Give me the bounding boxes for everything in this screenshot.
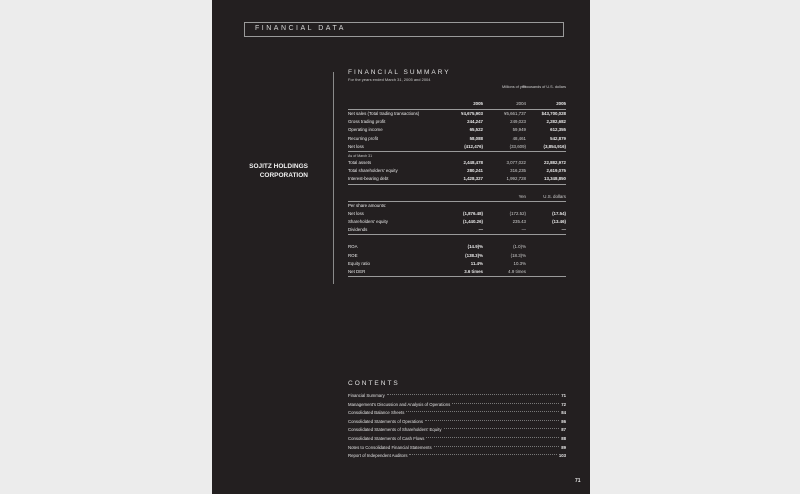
value-2004: 1,992,728 [506, 176, 526, 182]
financial-summary-title: FINANCIAL SUMMARY [348, 69, 451, 76]
value-2004: (172.52) [509, 210, 526, 216]
year-header-row [348, 100, 566, 110]
toc-item-title: Consolidated Balance Sheets [348, 410, 405, 416]
value-2005: ¥4,675,903 [461, 111, 483, 116]
row-label: Interest-bearing debt [348, 176, 389, 182]
toc-item-page: 89 [561, 444, 566, 450]
value-2005: 1,428,327 [463, 176, 483, 182]
value-2005: (14.9)% [467, 244, 483, 250]
toc-item[interactable] [348, 418, 566, 427]
value-usd: 13,348,850 [544, 176, 566, 182]
year-2004: 2004 [516, 101, 526, 106]
company-name: SOJITZ HOLDINGS CORPORATION [249, 163, 308, 179]
ratio-rows [348, 243, 566, 277]
toc-dot-leader [387, 394, 559, 395]
toc-dot-leader [425, 420, 559, 421]
row-label: Net sales (Total trading transactions) [348, 111, 420, 116]
value-usd: 22,882,972 [544, 159, 566, 165]
value-2004: 59,949 [512, 127, 526, 133]
toc-item-page: 88 [561, 435, 566, 441]
toc-dot-leader [426, 437, 559, 438]
toc-item-title: Consolidated Statements of Shareholders' Equity [348, 427, 442, 433]
table-of-contents [348, 392, 566, 461]
value-2004: — [521, 227, 526, 233]
value-usd: 2,619,075 [546, 168, 566, 174]
value-usd: $43,700,028 [541, 111, 566, 116]
value-usd: 2,282,682 [546, 119, 566, 125]
row-label: Operating income [348, 127, 383, 133]
toc-item-title: Report of Independent Auditors [348, 453, 408, 459]
value-2005: 11.4% [470, 260, 483, 266]
value-2005: 2,448,478 [463, 159, 483, 165]
table-row [348, 268, 566, 277]
unit-yen: Yen [518, 193, 526, 199]
table-row [348, 226, 566, 235]
toc-item[interactable] [348, 452, 566, 461]
toc-item-page: 71 [561, 393, 566, 398]
value-2004: 316,235 [510, 168, 526, 174]
table-row [348, 118, 566, 126]
row-label: Dividends [348, 227, 368, 233]
value-2004: 235.43 [512, 219, 526, 225]
table-row [348, 135, 566, 143]
table-row [348, 243, 566, 251]
toc-dot-leader [444, 428, 560, 429]
table-row [348, 167, 566, 175]
value-2005: (138.3)% [465, 252, 483, 258]
toc-item-page: 86 [561, 418, 566, 424]
table-row [348, 110, 566, 118]
row-label: Total shareholders' equity [348, 168, 398, 174]
per-share-unit-row [348, 193, 566, 202]
toc-item-title: Management's Discussion and Analysis of Operations [348, 401, 451, 407]
row-label: ROE [348, 252, 358, 258]
unit-header-row [348, 84, 566, 100]
value-2004: (18.3)% [510, 252, 526, 258]
table-row [348, 143, 566, 152]
unit-usd-2: U.S. dollars [543, 193, 566, 199]
value-2005: 3.6 times [464, 269, 483, 274]
unit-jpy: Millions of yen [501, 85, 526, 89]
toc-item-page: 87 [561, 427, 566, 433]
table-row [348, 126, 566, 134]
row-label: Net DER [348, 269, 366, 274]
financial-summary-subtitle: For the years ended March 31, 2005 and 2004 [348, 77, 431, 82]
toc-dot-leader [434, 446, 560, 447]
toc-item[interactable] [348, 435, 566, 444]
value-usd: (13.46) [552, 219, 566, 225]
toc-item-title: Notes to Consolidated Financial Statements [348, 444, 432, 450]
row-label: Equity ratio [348, 260, 370, 266]
table-row [348, 260, 566, 268]
row-label: Total assets [348, 159, 372, 165]
toc-item-title: Consolidated Statements of Operations [348, 418, 424, 424]
financial-summary-table [348, 84, 566, 277]
row-label: Gross trading profit [348, 119, 386, 125]
table-row [348, 159, 566, 167]
value-usd: 612,355 [550, 127, 566, 133]
section-header [244, 22, 564, 37]
row-label: Shareholders' equity [348, 219, 388, 225]
value-2005: 280,241 [467, 168, 483, 174]
value-usd: 542,879 [550, 135, 566, 141]
toc-item-page: 84 [561, 410, 566, 416]
balance-rows [348, 159, 566, 185]
value-2004: (1.0)% [513, 244, 526, 250]
value-2004: ¥5,661,737 [504, 111, 526, 116]
value-2005: (412,476) [464, 143, 483, 149]
row-label: Net loss [348, 210, 364, 216]
toc-item[interactable] [348, 392, 566, 401]
value-2005: — [478, 227, 483, 233]
as-of-label: As of March 31 [348, 153, 373, 158]
table-row [348, 218, 566, 226]
table-row [348, 252, 566, 260]
value-usd: (3,854,916) [543, 143, 566, 149]
per-share-rows [348, 210, 566, 236]
toc-item-title: Financial Summary [348, 393, 385, 398]
row-label: Net loss [348, 143, 364, 149]
year-2005-usd: 2005 [556, 101, 566, 106]
toc-item[interactable] [348, 426, 566, 435]
value-usd: — [561, 227, 566, 233]
toc-item[interactable] [348, 409, 566, 418]
toc-item-title: Consolidated Statements of Cash Flows [348, 435, 425, 441]
value-2004: (33,609) [509, 143, 526, 149]
value-2005: (1,440.26) [462, 219, 483, 225]
value-usd: (17.54) [552, 210, 566, 216]
contents-title: CONTENTS [348, 380, 400, 387]
row-label: Recurring profit [348, 135, 379, 141]
toc-dot-leader [409, 454, 556, 455]
per-share-label: Per share amounts: [348, 202, 387, 208]
value-2005: 58,088 [469, 135, 483, 141]
table-row [348, 175, 566, 184]
toc-item-page: 72 [561, 401, 566, 407]
toc-dot-leader [406, 411, 559, 412]
toc-item[interactable] [348, 444, 566, 453]
value-2004: 48,461 [512, 135, 526, 141]
value-2005: 244,247 [467, 119, 483, 125]
page-number: 71 [575, 478, 581, 484]
value-2005: 65,522 [469, 127, 483, 133]
operating-results-rows [348, 110, 566, 152]
value-2005: (1,876.48) [462, 210, 483, 216]
toc-dot-leader [452, 403, 559, 404]
unit-usd: Thousands of U.S. dollars [522, 85, 566, 89]
row-label: ROA [348, 244, 358, 250]
vertical-divider [333, 72, 334, 284]
value-2004: 3,077,022 [506, 159, 526, 165]
per-share-label-row [348, 202, 566, 210]
value-2004: 249,023 [510, 119, 526, 125]
table-row [348, 210, 566, 218]
year-2005: 2005 [473, 101, 483, 106]
toc-item[interactable] [348, 401, 566, 410]
document-page [212, 0, 590, 494]
section-header-label: FINANCIAL DATA [255, 25, 346, 32]
value-2004: 10.3% [513, 260, 526, 266]
toc-item-page: 103 [558, 453, 566, 459]
value-2004: 4.9 times [508, 269, 526, 274]
